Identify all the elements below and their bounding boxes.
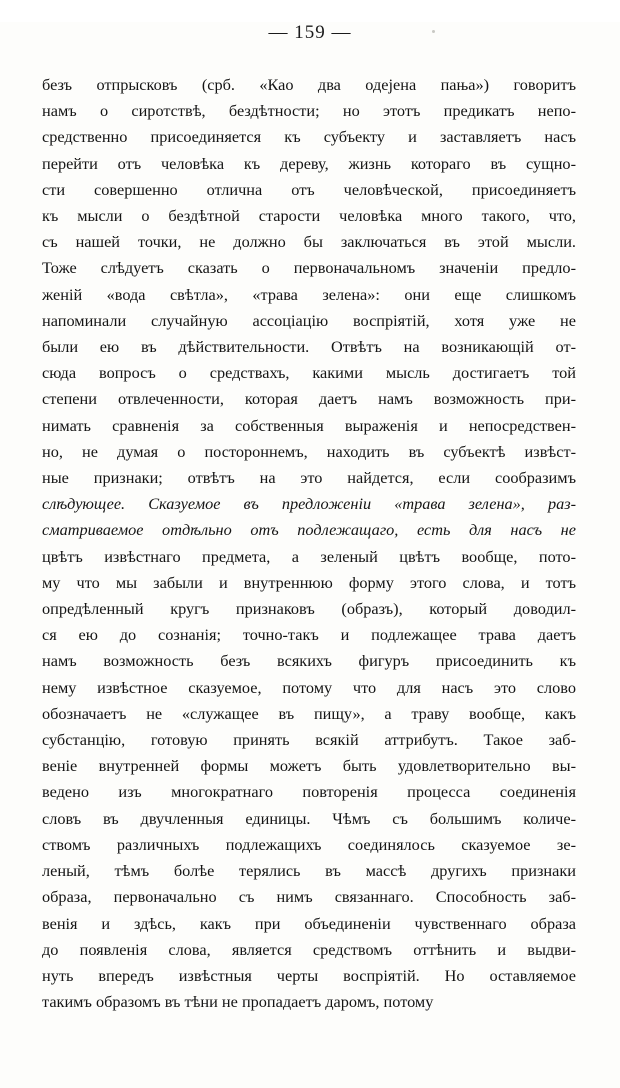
text-line: веніе внутренней формы можетъ быть удовлетворительно вы- xyxy=(42,756,576,776)
text-line: ные признаки; отвѣтъ на это найдется, если сообразимъ xyxy=(42,468,576,488)
text-line: такимъ образомъ въ тѣни не пропадаетъ даромъ, потому xyxy=(42,992,434,1012)
document-page xyxy=(0,22,620,1088)
header-dash-right: — xyxy=(331,22,352,43)
text-line: напоминали случайную ассоціацію воспріятій, хотя уже не xyxy=(42,310,576,330)
text-line: опредѣленный кругъ признаковъ (образъ), который доводил- xyxy=(42,599,576,619)
paragraph xyxy=(42,72,576,1015)
text-line: ся ею до сознанія; точно-такъ и подлежащее трава даетъ xyxy=(42,625,576,645)
text-line: Тоже слѣдуетъ сказать о первоначальномъ значеніи предло- xyxy=(42,258,576,278)
text-line: леный, тѣмъ болѣе терялись въ массѣ другихъ признаки xyxy=(42,861,576,881)
text-line: сти совершенно отлична отъ человѣческой, присоединяетъ xyxy=(42,179,576,199)
text-line: были ею въ дѣйствительности. Отвѣтъ на возникающій от- xyxy=(42,337,576,357)
text-line: му что мы забыли и внутреннюю форму этого слова, и тотъ xyxy=(42,572,576,592)
text-line: но, не думая о постороннемъ, находить въ субъектѣ извѣст- xyxy=(42,441,576,461)
text-line: венія и здѣсь, какъ при объединеніи чувственнаго образа xyxy=(42,913,576,933)
text-line: цвѣтъ извѣстнаго предмета, а зеленый цвѣтъ вообще, пото- xyxy=(42,546,576,566)
text-line: образа, первоначально съ нимъ связаннаго. Способность заб- xyxy=(42,887,576,907)
header-dash-left: — xyxy=(268,22,289,43)
text-line: намъ о сиротствѣ, бездѣтности; но этотъ предикатъ непо- xyxy=(42,101,576,121)
text-line: слѣдующее. Сказуемое въ предложеніи «трава зелена», раз- xyxy=(42,494,576,514)
page-speck xyxy=(432,30,435,33)
text-line: намъ возможность безъ всякихъ фигуръ присоединить къ xyxy=(42,651,576,671)
page-number-header xyxy=(0,22,620,44)
text-line: женій «вода свѣтла», «трава зелена»: они еще слишкомъ xyxy=(42,284,576,304)
text-line: нуть впередъ извѣстныя черты воспріятій. Но оставляемое xyxy=(42,965,576,985)
text-line: сюда вопросъ о средствахъ, какими мысль достигаетъ той xyxy=(42,363,576,383)
text-line: съ нашей точки, не должно бы заключаться въ этой мысли. xyxy=(42,232,576,252)
text-line: ствомъ различныхъ подлежащихъ соединялось сказуемое зе- xyxy=(42,834,576,854)
text-line: средственно присоединяется къ субъекту и заставляетъ насъ xyxy=(42,127,576,147)
text-line: степени отвлеченности, которая даетъ намъ возможность при- xyxy=(42,389,576,409)
text-line: нимать сравненія за собственныя выраженія и непосредствен- xyxy=(42,415,576,435)
text-line: обозначаетъ не «служащее въ пищу», а траву вообще, какъ xyxy=(42,703,576,723)
body-text xyxy=(42,72,576,1015)
text-line: безъ отпрысковъ (срб. «Као два одејена пања») говоритъ xyxy=(42,75,576,94)
text-line: нему извѣстное сказуемое, потому что для насъ это слово xyxy=(42,677,576,697)
text-line: ведено изъ многократнаго повторенія процесса соединенія xyxy=(42,782,576,802)
text-line: словъ въ двучленныя единицы. Чѣмъ съ большимъ количе- xyxy=(42,808,576,828)
text-line: къ мысли о бездѣтной старости человѣка много такого, что, xyxy=(42,206,576,226)
page-number: 159 xyxy=(294,22,326,43)
text-line: до появленія слова, является средствомъ оттѣнить и выдви- xyxy=(42,939,576,959)
text-line: субстанцію, готовую принять всякій аттрибутъ. Такое заб- xyxy=(42,730,576,750)
text-line: сматриваемое отдѣльно отъ подлежащаго, есть для насъ не xyxy=(42,520,576,540)
text-line: перейти отъ человѣка къ дереву, жизнь котораго въ сущно- xyxy=(42,153,576,173)
